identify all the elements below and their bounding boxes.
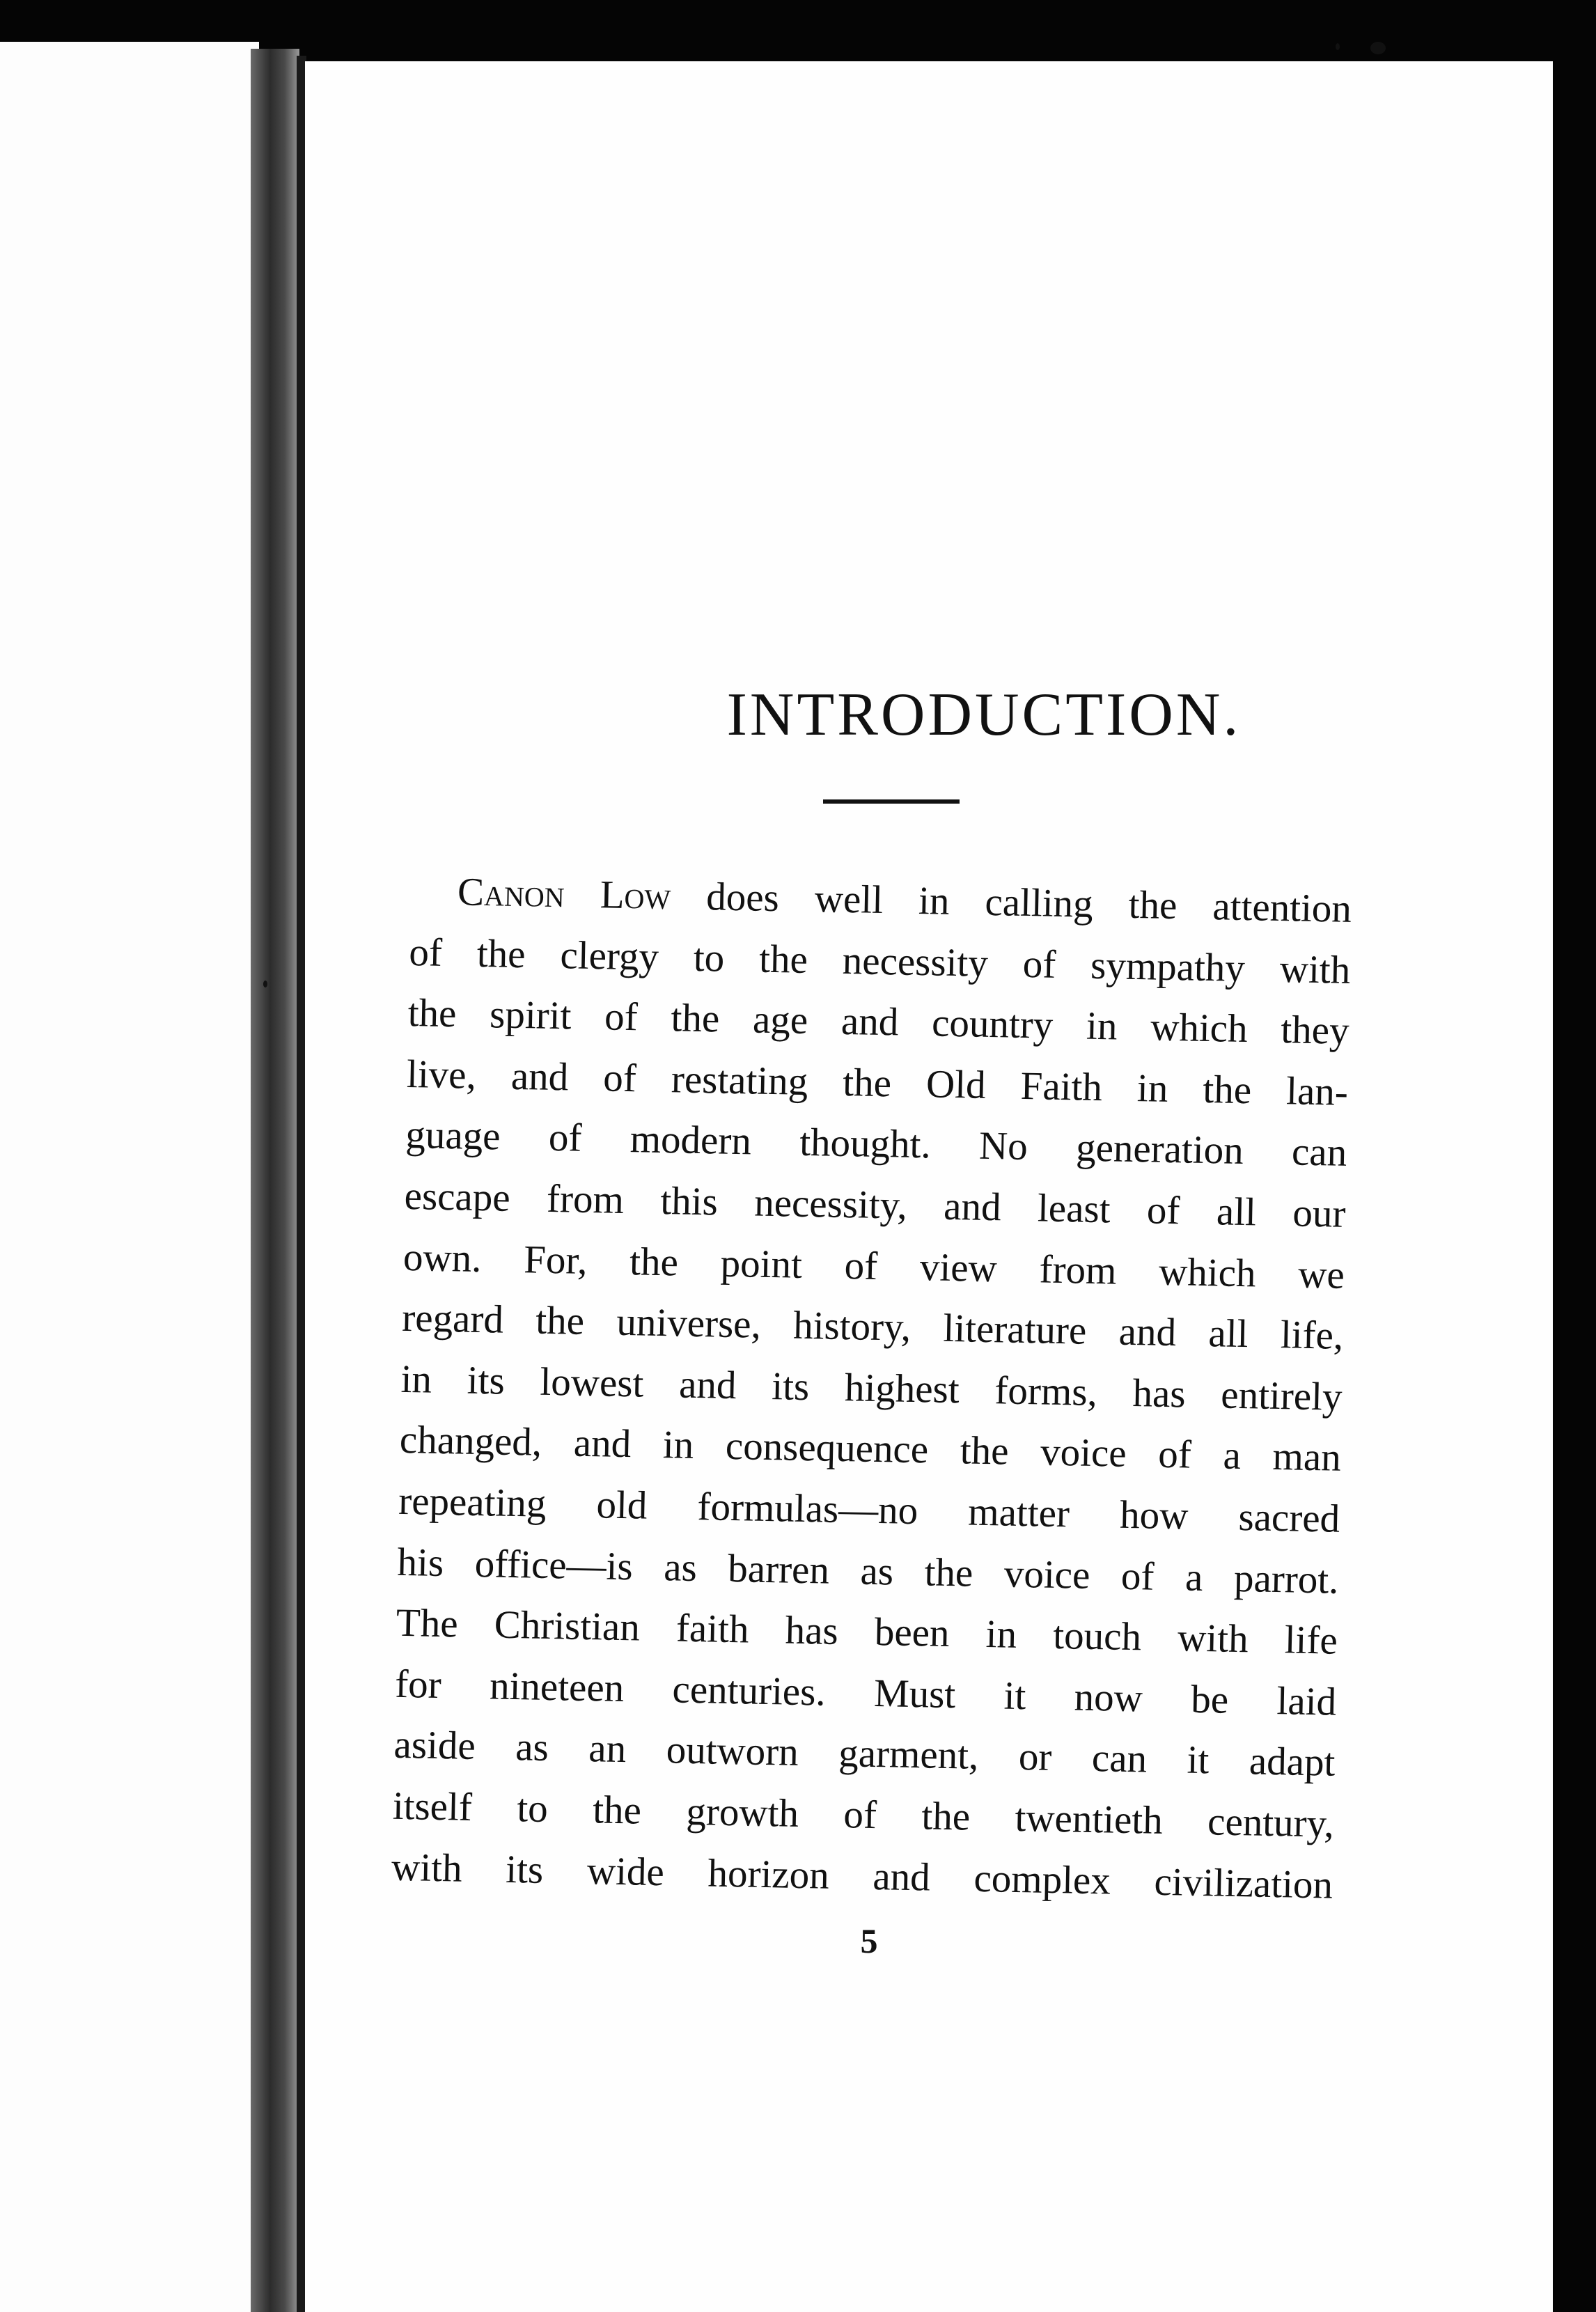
text-line: his office—is as barren as the voice of a parrot. (397, 1540, 1340, 1602)
text-line: itself to the growth of the twentieth century, (392, 1783, 1335, 1846)
text-line: own. For, the point of view from which we (402, 1235, 1345, 1297)
body-text (391, 861, 1352, 1916)
text-line: repeating old formulas—no matter how sacred (398, 1478, 1340, 1541)
text-line: live, and of restating the Old Faith in the lan- (406, 1052, 1349, 1114)
page-number: 5 (860, 1921, 878, 1960)
text-line-rest: does well in calling the attention (670, 874, 1352, 931)
text-line: escape from this necessity, and least of all our (404, 1173, 1347, 1236)
text-line: changed, and in consequence the voice of a man (399, 1418, 1342, 1481)
chapter-title: INTRODUCTION. (726, 681, 1242, 749)
title-rule (823, 799, 960, 804)
text-line: for nineteen centuries. Must it now be laid (394, 1662, 1337, 1724)
text-line: the spirit of the age and country in which they (407, 991, 1350, 1054)
lead-small-caps: Canon Low (457, 870, 671, 919)
text-line: of the clergy to the necessity of sympathy with (408, 930, 1351, 992)
facing-page-edge (0, 42, 259, 2312)
text-line: with its wide horizon and complex civilization (391, 1845, 1333, 1907)
scan-speck (1370, 42, 1386, 54)
book-gutter-shadow (251, 49, 299, 2312)
text-line: aside as an outworn garment, or can it adapt (393, 1723, 1336, 1786)
book-page (305, 61, 1558, 2312)
text-line: regard the universe, history, literature and all life, (401, 1296, 1344, 1358)
text-line: The Christian faith has been in touch with life (396, 1600, 1338, 1663)
scan-right-border (1553, 0, 1596, 2312)
text-line: in its lowest and its highest forms, has entirely (400, 1357, 1343, 1419)
text-line: guage of modern thought. No generation can (405, 1113, 1347, 1175)
scan-speck (263, 981, 267, 987)
scan-speck (1336, 43, 1340, 50)
